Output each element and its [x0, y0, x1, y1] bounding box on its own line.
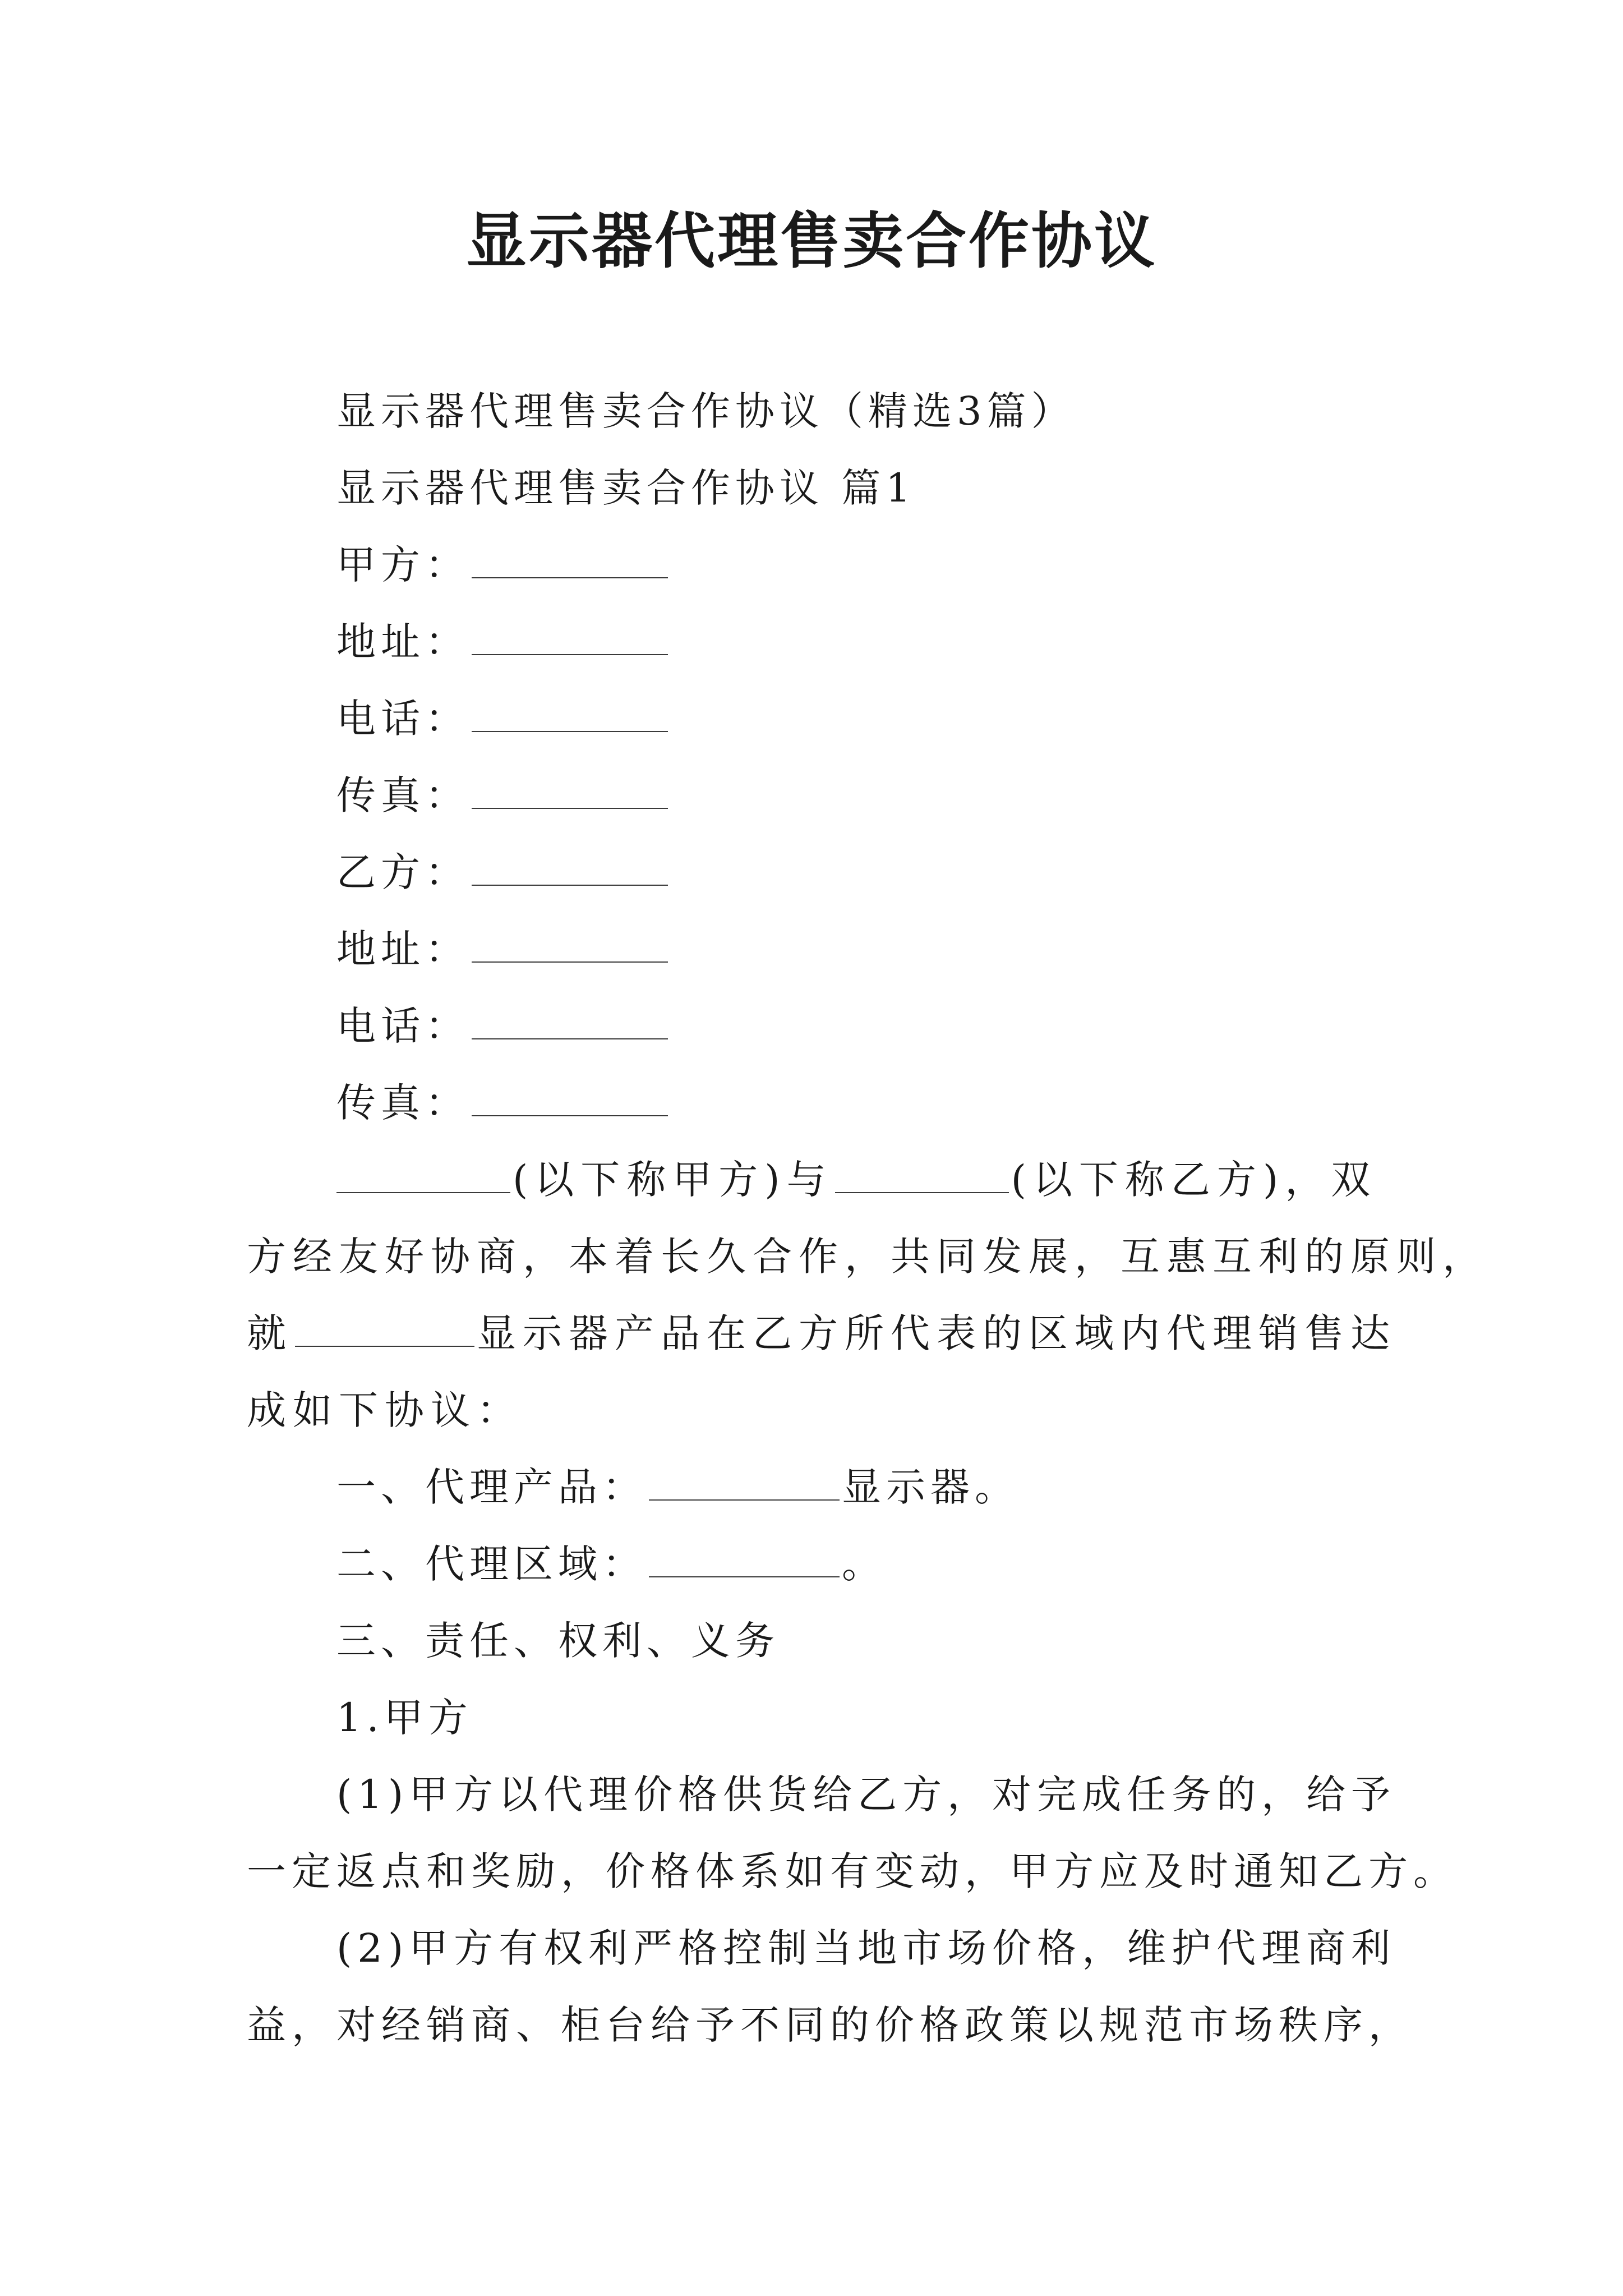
- party-b-address-line: [247, 911, 1388, 988]
- party-a-line: [247, 527, 1388, 604]
- preamble-text: (以下称乙方)，双: [1011, 1157, 1377, 1203]
- party-a-address-line: [247, 604, 1388, 680]
- clause-2: [247, 1910, 1413, 2064]
- preamble-line-1: [247, 1142, 1388, 1218]
- party-a-address-label: 地址：: [336, 619, 469, 665]
- party-a-fax-label: 传真：: [336, 772, 469, 818]
- clause-1: [247, 1756, 1458, 1910]
- preamble-text: 显示器产品在乙方所代表的区域内代理销售达: [477, 1310, 1396, 1356]
- blank-field: [472, 885, 668, 886]
- blank-field: [472, 808, 668, 809]
- intro-line: 显示器代理售卖合作协议（精选3篇）: [336, 388, 1076, 434]
- preamble-paragraph: [247, 1142, 1488, 1449]
- clause-1-line-2: 一定返点和奖励，价格体系如有变动，甲方应及时通知乙方。: [247, 1848, 1458, 1894]
- party-b-phone-label: 电话：: [336, 1003, 469, 1049]
- blank-field: [295, 1346, 474, 1347]
- blank-field: [336, 1192, 510, 1193]
- blank-field: [472, 1115, 668, 1116]
- item-3: 三、责任、权利、义务: [336, 1618, 780, 1664]
- item-2-suffix: 。: [842, 1541, 886, 1587]
- clause-2-line-2: 益，对经销商、柜台给予不同的价格政策以规范市场秩序，: [247, 2002, 1413, 2048]
- item-2: [247, 1526, 1388, 1603]
- party-a-phone-line: [247, 680, 1388, 757]
- document-title: 显示器代理售卖合作协议: [465, 206, 1157, 277]
- party-b-phone-line: [247, 988, 1388, 1065]
- clause-1-line-1: (1)甲方以代理价格供货给乙方，对完成任务的，给予: [336, 1772, 1396, 1818]
- party-a-fax-line: [247, 757, 1388, 834]
- preamble-line-4: 成如下协议：: [247, 1387, 523, 1433]
- item-1: [247, 1449, 1388, 1526]
- party-b-address-label: 地址：: [336, 926, 469, 972]
- blank-field: [472, 731, 668, 732]
- party-a-label: 甲方：: [336, 542, 469, 588]
- section-heading: 显示器代理售卖合作协议 篇1: [336, 465, 916, 511]
- clause-2-line-1: (2)甲方有权利严格控制当地市场价格，维护代理商利: [336, 1925, 1396, 1971]
- party-a-phone-label: 电话：: [336, 696, 469, 742]
- party-b-line: [247, 834, 1388, 911]
- document-body: [247, 373, 1488, 2064]
- party-b-fax-label: 传真：: [336, 1080, 469, 1126]
- item-1-label: 一、代理产品：: [336, 1464, 647, 1510]
- blank-field: [835, 1192, 1009, 1193]
- preamble-line-3: [247, 1295, 1396, 1372]
- item-3-1: 1.甲方: [336, 1695, 473, 1741]
- item-2-label: 二、代理区域：: [336, 1541, 647, 1587]
- blank-field: [649, 1499, 840, 1501]
- item-1-suffix: 显示器。: [842, 1464, 1019, 1510]
- preamble-line-2: 方经友好协商，本着长久合作，共同发展，互惠互利的原则，: [247, 1234, 1488, 1280]
- blank-field: [472, 577, 668, 578]
- preamble-text: (以下称甲方)与: [513, 1157, 833, 1203]
- blank-field: [472, 654, 668, 655]
- blank-field: [472, 961, 668, 963]
- party-b-label: 乙方：: [336, 849, 469, 895]
- blank-field: [649, 1576, 840, 1577]
- blank-field: [472, 1038, 668, 1039]
- preamble-text: 就: [247, 1310, 293, 1356]
- party-b-fax-line: [247, 1065, 1388, 1142]
